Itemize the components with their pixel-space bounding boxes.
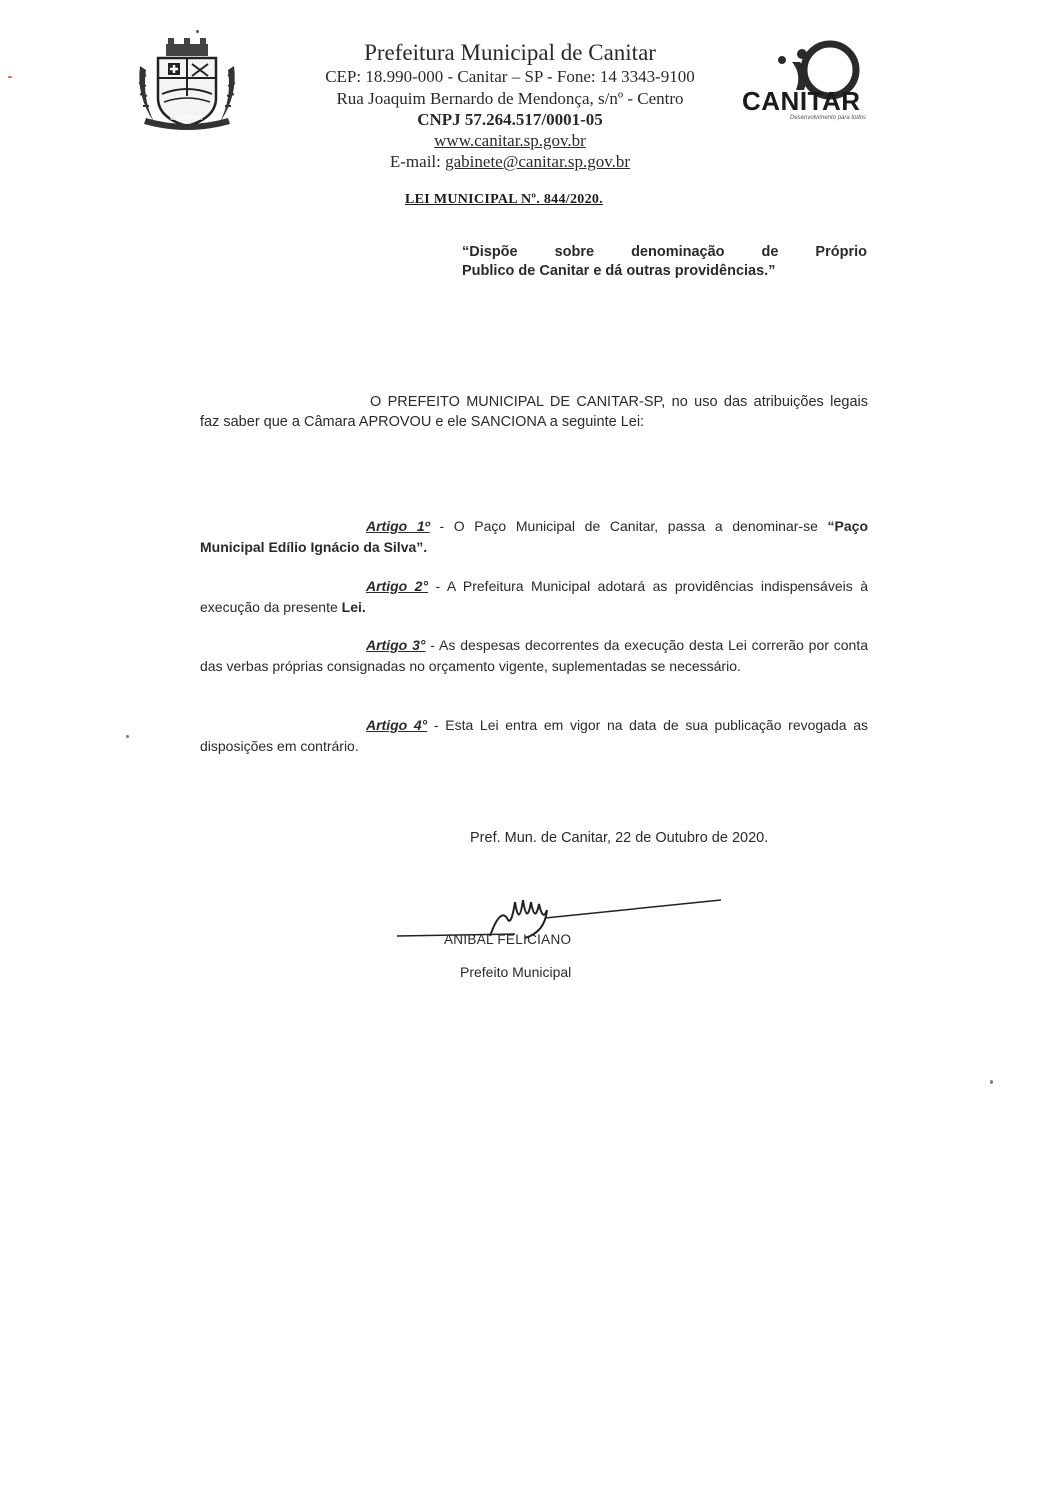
article-text: - Esta Lei entra em vigor na data de sua publicação revogada as disposições em contrário.	[200, 717, 868, 754]
header-address: Rua Joaquim Bernardo de Mendonça, s/nº - Centro	[336, 89, 684, 108]
scan-speck	[990, 1080, 993, 1084]
law-title: LEI MUNICIPAL Nº. 844/2020.	[405, 192, 603, 207]
article-bold-text: “Paço Municipal Edílio Ignácio da Silva”.	[200, 518, 868, 555]
signer-name: ANIBAL FELICIANO	[444, 932, 572, 947]
article-label: Artigo 4°	[366, 717, 428, 733]
header-email	[270, 152, 750, 172]
article-4	[200, 715, 868, 757]
summary-line-2: Publico de Canitar e dá outras providências.”	[462, 263, 776, 279]
article-text: - As despesas decorrentes da execução desta Lei correrão por conta das verbas próprias consignadas no orçamento vigente, suplementadas se necessário.	[200, 637, 868, 674]
summary-word: sobre	[554, 244, 595, 260]
email-label: E-mail:	[389, 152, 446, 171]
article-label: Artigo 3°	[366, 637, 426, 653]
logo-tagline: Desenvolvimento para todos	[790, 115, 867, 121]
summary-word: de	[761, 244, 779, 260]
header-cnpj: CNPJ 57.264.517/0001-05	[417, 110, 603, 129]
summary-word: denominação	[631, 244, 725, 260]
article-3	[200, 635, 868, 677]
law-summary	[462, 243, 867, 281]
preamble-text: O PREFEITO MUNICIPAL DE CANITAR-SP, no uso das atribuições legais faz saber que a Câmara APROVOU e ele SANCIONA a seguinte Lei:	[200, 394, 868, 430]
email-address: gabinete@canitar.sp.gov.br	[445, 152, 631, 171]
article-bold-text: Lei.	[341, 599, 366, 615]
header-title: Prefeitura Municipal de Canitar	[364, 40, 656, 65]
summary-line-1	[462, 243, 867, 262]
preamble-paragraph	[200, 392, 868, 432]
summary-word: Próprio	[815, 244, 867, 260]
article-text: - A Prefeitura Municipal adotará as providências indispensáveis à execução da presente	[200, 578, 868, 615]
article-2	[200, 576, 868, 618]
signer-role: Prefeito Municipal	[460, 964, 572, 980]
article-1	[200, 516, 868, 558]
article-label: Artigo 2°	[366, 578, 429, 594]
header-cep-phone: CEP: 18.990-000 - Canitar – SP - Fone: 14 3343-9100	[325, 67, 695, 86]
summary-word: “Dispõe	[462, 244, 518, 260]
article-text: - O Paço Municipal de Canitar, passa a denominar-se	[429, 518, 828, 534]
scan-speck	[196, 30, 199, 33]
scan-speck	[8, 76, 12, 78]
logo-wordmark: CANITAR	[742, 86, 861, 116]
scan-speck	[126, 735, 129, 738]
header-website: www.canitar.sp.gov.br	[434, 131, 586, 150]
crest-ribbon-text: CANITAR	[170, 116, 204, 122]
article-label: Artigo 1º	[366, 518, 430, 534]
date-line: Pref. Mun. de Canitar, 22 de Outubro de 2020.	[470, 830, 769, 846]
